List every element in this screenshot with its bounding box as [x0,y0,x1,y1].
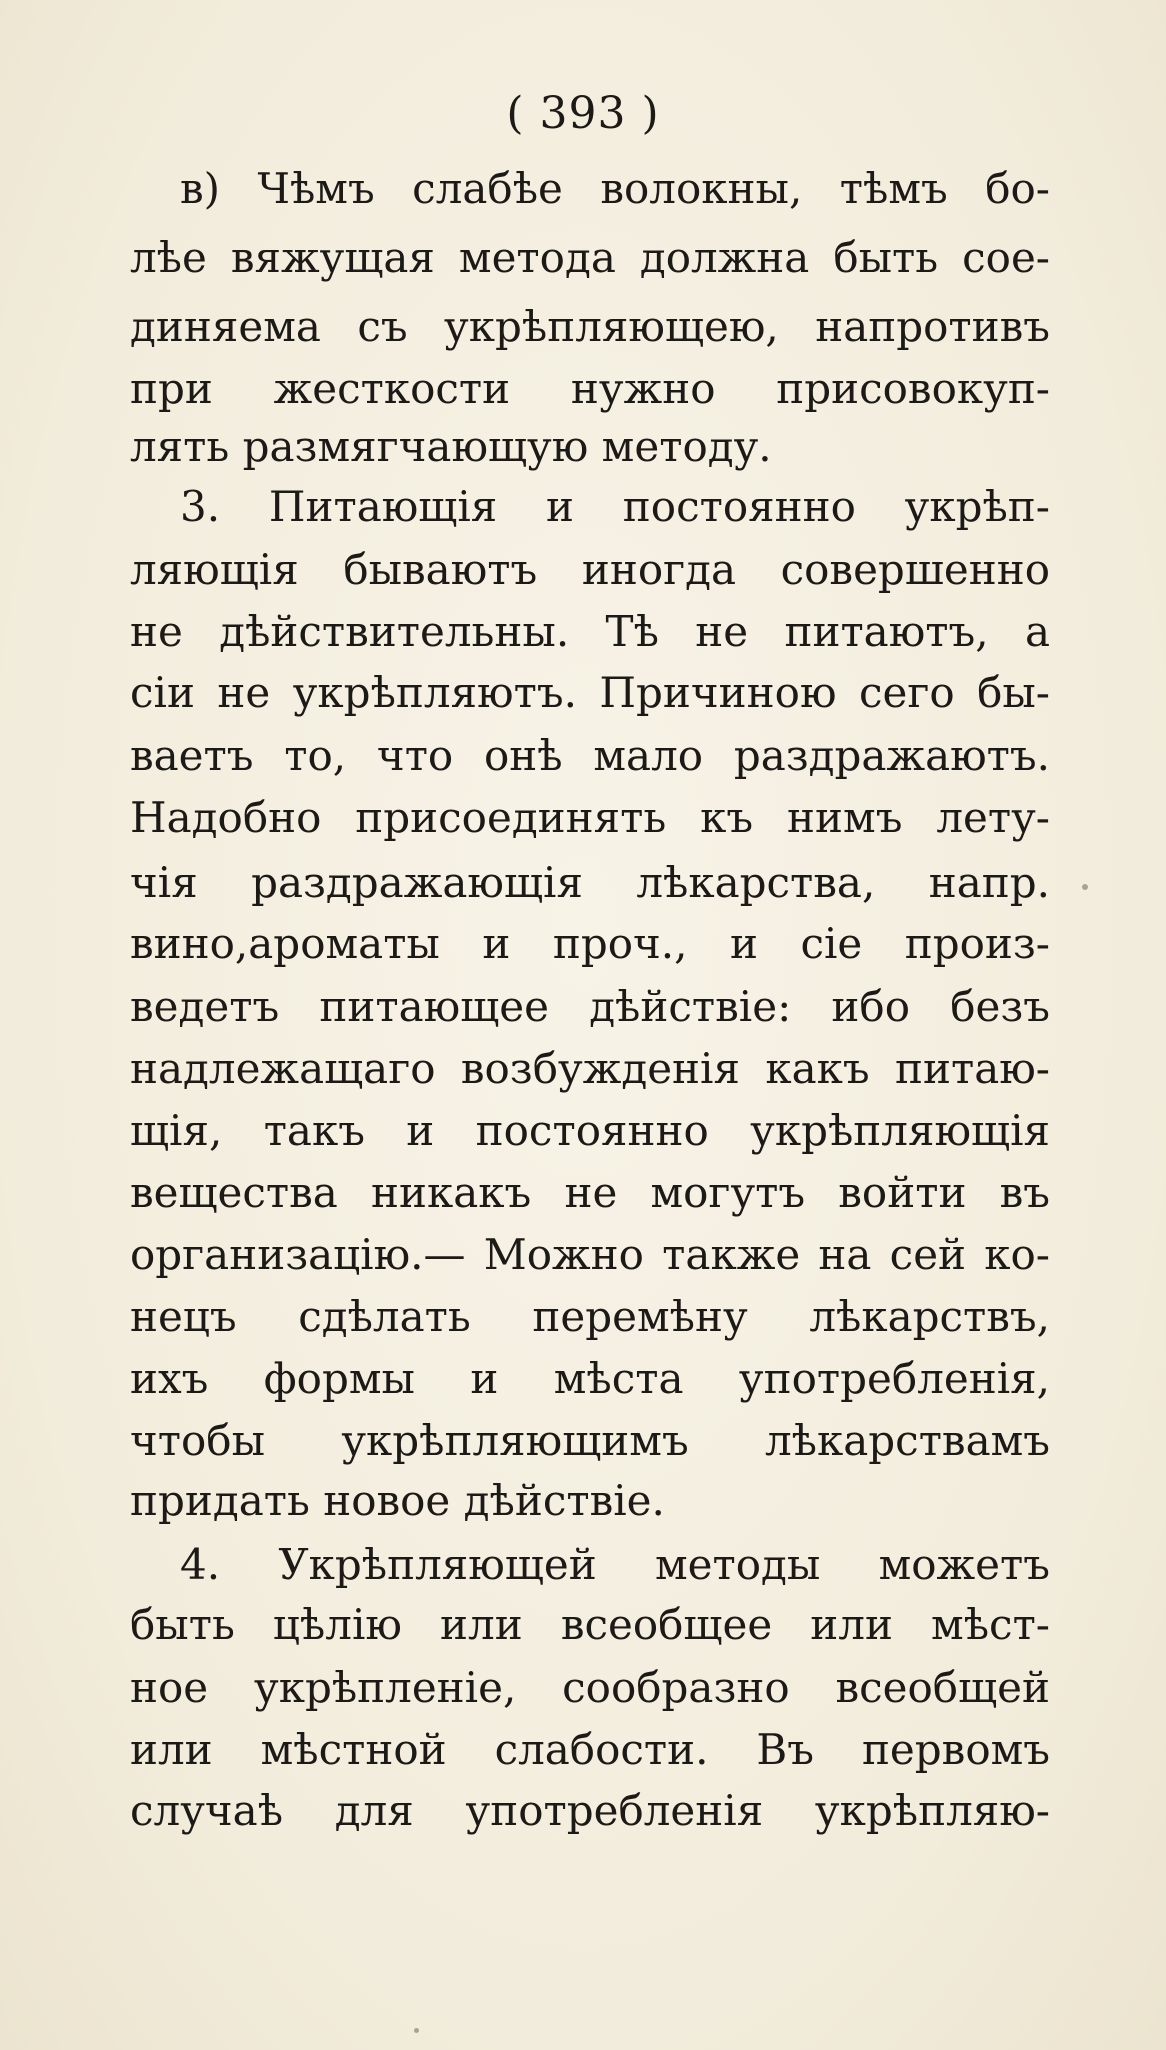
text-line: не дѣйствительны. Тѣ не питаютъ, а [130,607,1050,656]
text-line: надлежащаго возбужденія какъ питаю- [130,1044,1050,1093]
text-line: сіи не укрѣпляютъ. Причиною сего бы- [130,668,1050,717]
text-line: случаѣ для употребленія укрѣпляю- [130,1786,1050,1835]
text-line: ное укрѣпленіе, сообразно всеобщей [130,1663,1050,1712]
page-number: ( 393 ) [506,88,660,139]
paper-speck [414,2028,419,2033]
text-line: быть цѣлію или всеобщее или мѣст- [130,1600,1050,1649]
text-line: чтобы укрѣпляющимъ лѣкарствамъ [130,1416,1050,1465]
paper-speck [1082,884,1088,890]
text-line: вино,ароматы и проч., и сіе произ- [130,919,1050,968]
text-line: придать новое дѣйствіе. [130,1476,665,1525]
text-line: 4. Укрѣпляющей методы можетъ [180,1540,1050,1589]
text-line: Надобно присоединять къ нимъ лету- [130,793,1050,842]
text-line: организацію.— Можно также на сей ко- [130,1230,1050,1279]
text-line: при жесткости нужно присовокуп- [130,364,1050,413]
text-line: ляющія бываютъ иногда совершенно [130,545,1050,594]
text-line: щія, такъ и постоянно укрѣпляющія [130,1106,1050,1155]
text-line: диняема съ укрѣпляющею, напротивъ [130,302,1050,351]
text-line: ведетъ питающее дѣйствіе: ибо безъ [130,982,1050,1031]
text-line: чія раздражающія лѣкарства, напр. [130,858,1050,907]
text-line: или мѣстной слабости. Въ первомъ [130,1725,1050,1774]
text-line: лять размягчающую методу. [130,422,772,471]
text-line: нецъ сдѣлать перемѣну лѣкарствъ, [130,1292,1050,1341]
text-line: ихъ формы и мѣста употребленія, [130,1354,1050,1403]
text-line: в) Чѣмъ слабѣе волокны, тѣмъ бо- [180,164,1050,213]
text-line: 3. Питающія и постоянно укрѣп- [180,482,1050,531]
text-line: вещества никакъ не могутъ войти въ [130,1168,1050,1217]
text-line: лѣе вяжущая метода должна быть сое- [130,233,1050,282]
text-line: ваетъ то, что онѣ мало раздражаютъ. [130,731,1050,780]
